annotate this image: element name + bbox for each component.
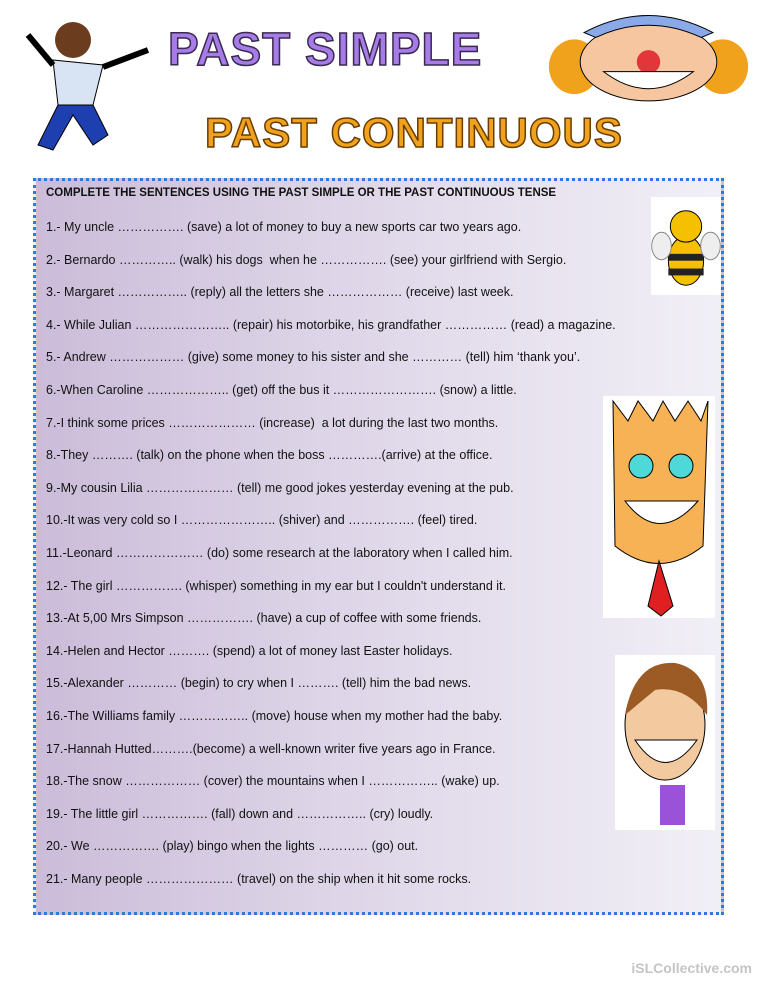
title-past-continuous: PAST CONTINUOUS (205, 109, 623, 156)
sentence-7: 7.-I think some prices ………………… (increase) a lot during the last two months. (46, 415, 499, 430)
dancing-man-illustration (8, 5, 158, 160)
sentence-18: 18.-The snow ……………… (cover) the mountains when I …………….. (wake) up. (46, 774, 500, 789)
sentence-4: 4.- While Julian ………………….. (repair) his motorbike, his grandfather …………… (read) a magazine. (46, 317, 616, 332)
sentence-2: 2.- Bernardo ………….. (walk) his dogs when he ……………. (see) your girlfriend with Sergio. (46, 252, 567, 267)
sentence-16: 16.-The Williams family …………….. (move) house when my mother had the baby. (46, 709, 503, 723)
sentence-15: 15.-Alexander ………… (begin) to cry when I ………. (tell) him the bad news. (46, 676, 472, 691)
sentence-8: 8.-They ………. (talk) on the phone when the boss ………….(arrive) at the office. (46, 448, 493, 463)
sentence-5: 5.- Andrew ……………… (give) some money to his sister and she ………… (tell) him ‘thank you’. (46, 350, 581, 365)
laughing-man-illustration (615, 655, 715, 830)
sentence-9: 9.-My cousin Lilia ………………… (tell) me good jokes yesterday evening at the pub. (46, 480, 514, 495)
watermark: iSLCollective.com (631, 960, 752, 976)
sentence-17: 17.-Hannah Hutted……….(become) a well-known writer five years ago in France. (46, 741, 496, 756)
sentence-6: 6.-When Caroline ……………….. (get) off the bus it ……………………. (snow) a little. (46, 383, 517, 397)
clown-face-illustration (545, 8, 752, 104)
sentence-19: 19.- The little girl ……………. (fall) down and …………….. (cry) loudly. (46, 806, 434, 821)
bee-illustration (651, 197, 721, 295)
sentence-3: 3.- Margaret …………….. (reply) all the letters she ……………… (receive) last week. (46, 285, 514, 300)
grinning-boy-illustration (603, 396, 715, 618)
sentence-1: 1.- My uncle ……………. (save) a lot of money to buy a new sports car two years ago. (46, 220, 522, 234)
sentence-13: 13.-At 5,00 Mrs Simpson ……………. (have) a cup of coffee with some friends. (46, 611, 482, 626)
sentence-10: 10.-It was very cold so I ………………….. (shiver) and ……………. (feel) tired. (46, 513, 478, 528)
sentence-20: 20.- We ……………. (play) bingo when the lights ………… (go) out. (46, 839, 419, 854)
sentence-11: 11.-Leonard ………………… (do) some research at the laboratory when I called him. (46, 546, 513, 560)
title-past-simple: PAST SIMPLE (168, 23, 483, 75)
sentence-14: 14.-Helen and Hector ………. (spend) a lot of money last Easter holidays. (46, 643, 453, 658)
sentence-21: 21.- Many people ………………… (travel) on the ship when it hit some rocks. (46, 872, 472, 886)
sentence-12: 12.- The girl ……………. (whisper) something in my ear but I couldn't understand it. (46, 578, 506, 593)
instructions: COMPLETE THE SENTENCES USING THE PAST SIMPLE OR THE PAST CONTINUOUS TENSE (46, 187, 557, 199)
